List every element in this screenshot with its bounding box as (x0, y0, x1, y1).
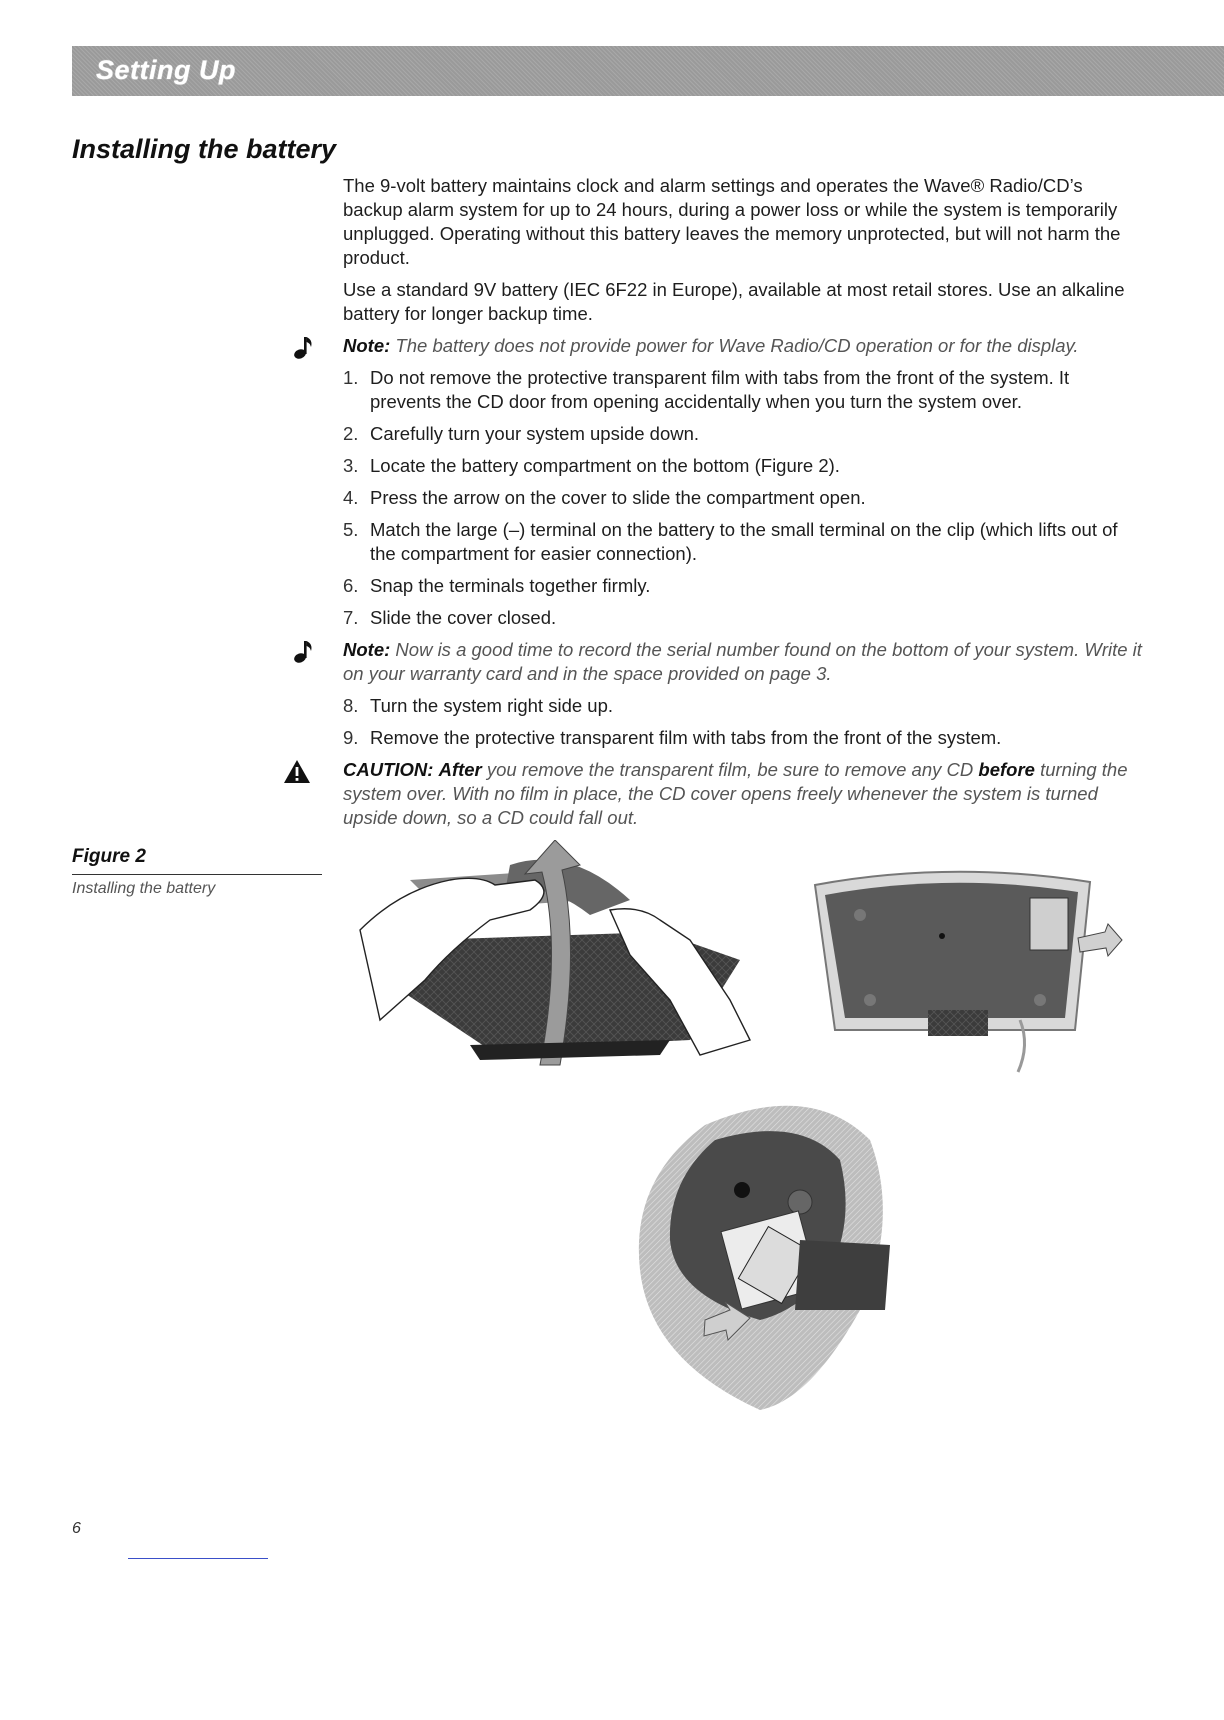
section-banner-title: Setting Up (96, 55, 236, 85)
list-item (343, 422, 1143, 446)
music-note-icon (291, 638, 317, 664)
caution-block (343, 758, 1143, 830)
section-banner (72, 46, 1224, 96)
step-text: Press the arrow on the cover to slide the compartment open. (370, 487, 866, 508)
note-2-label: Note: (343, 639, 391, 660)
list-item (343, 694, 1143, 718)
page-title: Installing the battery (72, 134, 337, 164)
step-text: Remove the protective transparent film with tabs from the front of the system. (370, 727, 1002, 748)
body-column (343, 174, 1143, 838)
step-text: Slide the cover closed. (370, 607, 557, 628)
note-1-text: The battery does not provide power for Wave Radio/CD operation or for the display. (395, 335, 1079, 356)
intro-paragraph-2: Use a standard 9V battery (IEC 6F22 in Europe), available at most retail stores. Use an alkaline battery for longer backup time. (343, 279, 1125, 324)
battery-compartment-illustration (639, 1106, 890, 1410)
step-number: 4. (343, 487, 359, 508)
step-number: 2. (343, 423, 359, 444)
step-number: 6. (343, 575, 359, 596)
intro-paragraph-1: The 9-volt battery maintains clock and alarm settings and operates the Wave® Radio/CD’s backup alarm system for up to 24 hours, during a power loss or while the system is temporarily unplugged. Operating without this battery leaves the memory unprotected, but will not harm the product. (343, 175, 1121, 268)
list-item (343, 726, 1143, 750)
step-text: Snap the terminals together firmly. (370, 575, 651, 596)
step-number: 7. (343, 607, 359, 628)
caution-before: before (978, 759, 1035, 780)
step-number: 1. (343, 367, 359, 388)
figure-label: Figure 2 (72, 846, 322, 875)
note-2-text: Now is a good time to record the serial number found on the bottom of your system. Write it on your warranty card and in the space provided on page 3. (343, 639, 1142, 684)
figure-illustration (330, 840, 1224, 1720)
caution-text-1: you remove the transparent film, be sure to remove any CD (486, 759, 974, 780)
note-1 (343, 334, 1143, 358)
page-number: 6 (72, 1520, 81, 1537)
steps-list-2 (343, 694, 1143, 750)
list-item (343, 486, 1143, 510)
step-number: 8. (343, 695, 359, 716)
list-item (343, 574, 1143, 598)
step-text: Carefully turn your system upside down. (370, 423, 700, 444)
caution-after: After (438, 759, 482, 780)
step-text: Do not remove the protective transparent film with tabs from the front of the system. It prevents the CD door from opening accidentally when you turn the system over. (370, 367, 1070, 412)
note-2 (343, 638, 1143, 686)
music-note-icon (291, 334, 317, 360)
footer-rule (128, 1558, 268, 1559)
list-item (343, 518, 1143, 566)
step-number: 3. (343, 455, 359, 476)
turn-over-illustration (360, 840, 750, 1065)
note-1-label: Note: (343, 335, 391, 356)
step-text: Turn the system right side up. (370, 695, 614, 716)
step-text: Match the large (–) terminal on the battery to the small terminal on the clip (which lifts out of the compartment for easier connection). (370, 519, 1118, 564)
list-item (343, 454, 1143, 478)
steps-list-1 (343, 366, 1143, 630)
step-number: 5. (343, 519, 359, 540)
radio-bottom-illustration (815, 872, 1122, 1072)
list-item (343, 606, 1143, 630)
caution-label: CAUTION: (343, 759, 434, 780)
step-number: 9. (343, 727, 359, 748)
step-text: Locate the battery compartment on the bottom (Figure 2). (370, 455, 840, 476)
list-item (343, 366, 1143, 414)
caution-text-2: turning the system over. With no film in place, the CD cover opens freely whenever the system is turned upside down, so a CD could fall out. (343, 759, 1128, 828)
warning-triangle-icon (283, 759, 311, 784)
figure-caption: Installing the battery (72, 880, 216, 897)
